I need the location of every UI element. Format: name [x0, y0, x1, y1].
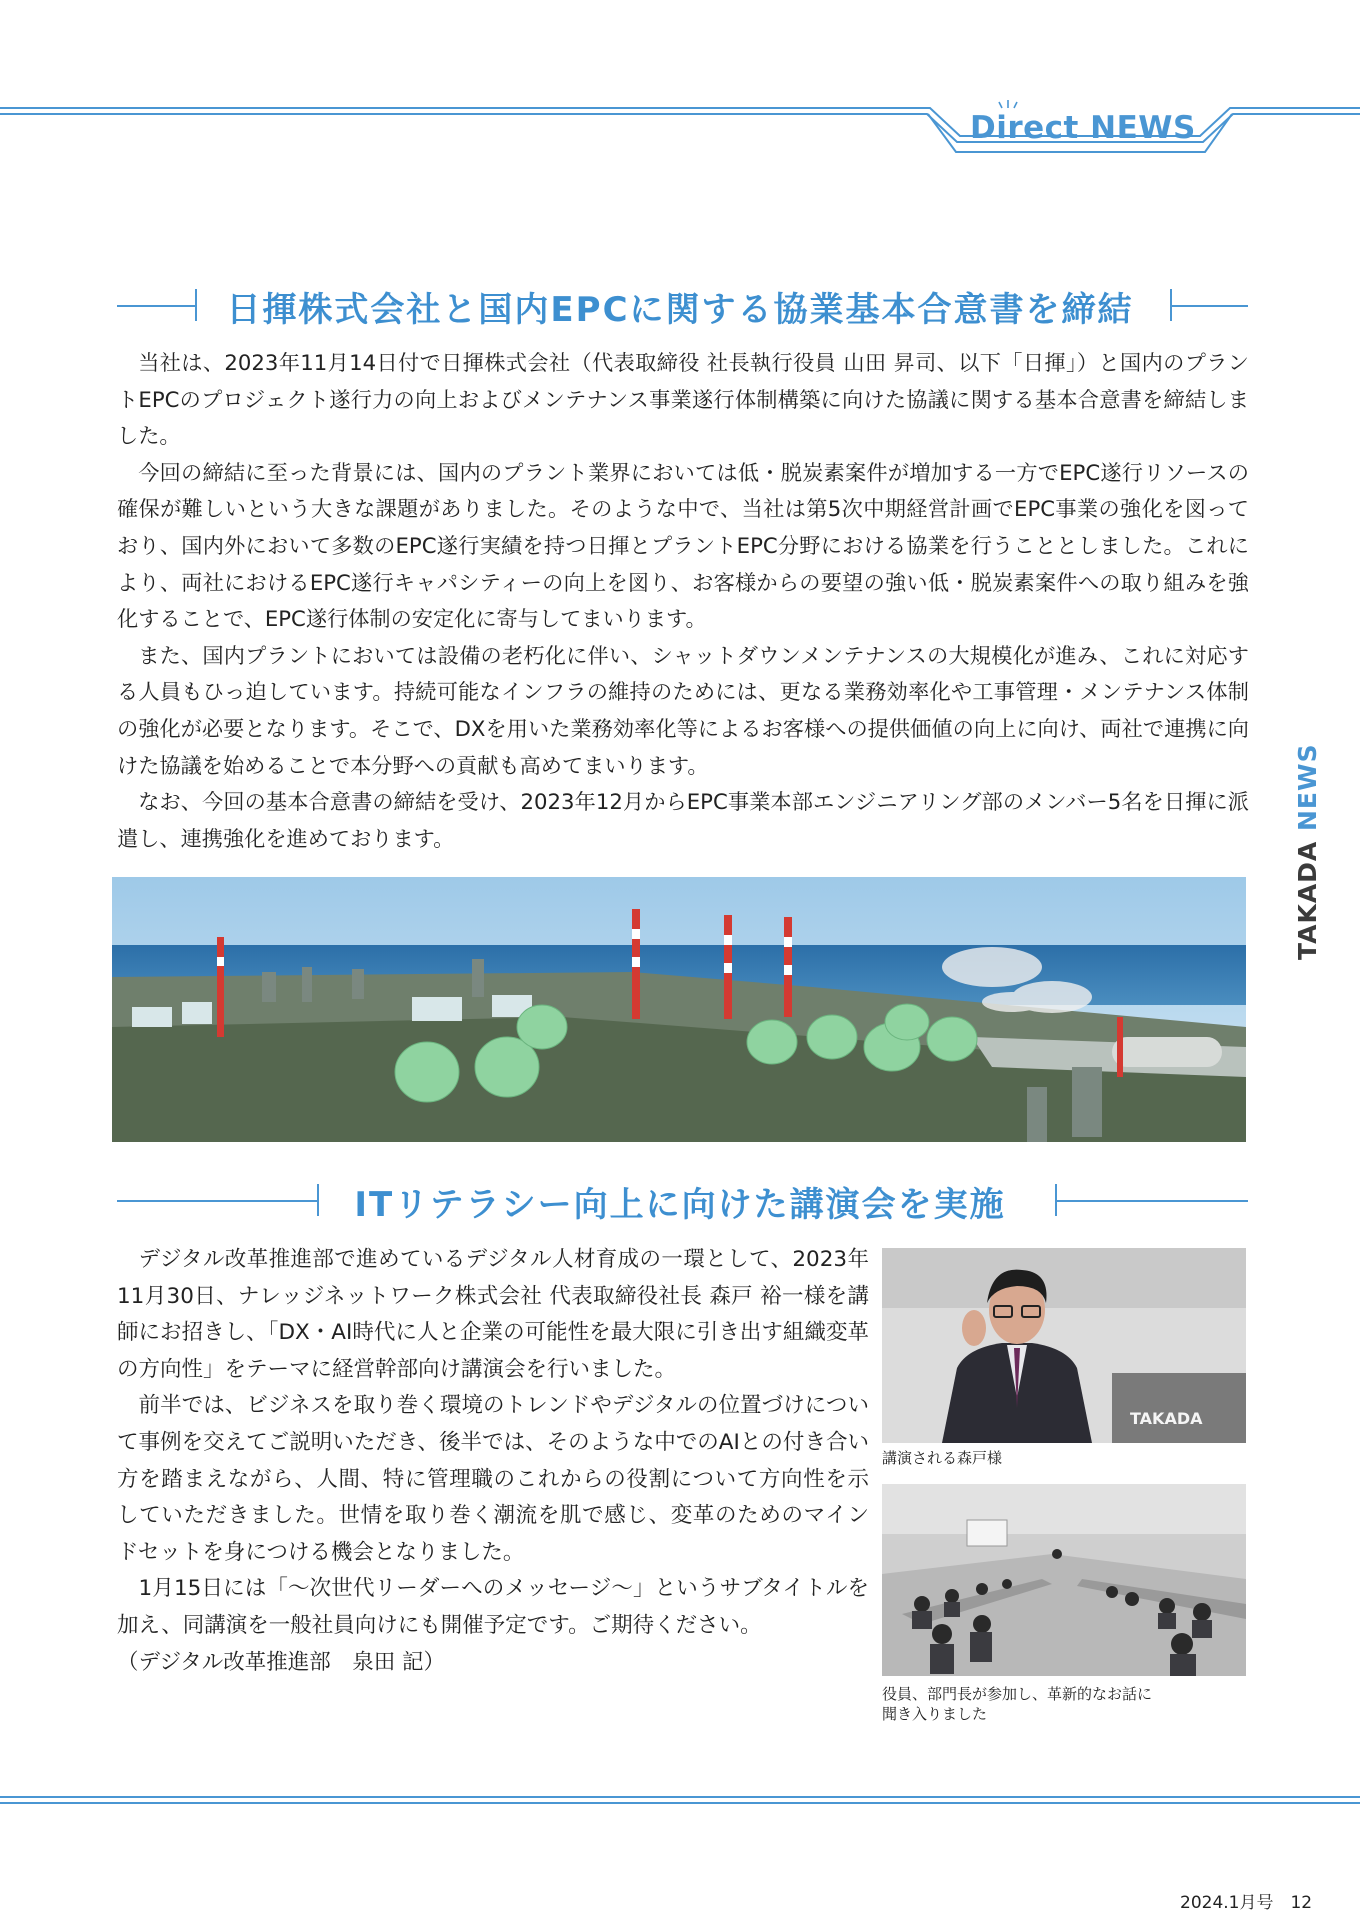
article1-paragraph: 今回の締結に至った背景には、国内のプラント業界においては低・脱炭素案件が増加する一方でEPC遂行リソースの確保が難しいという大きな課題がありました。そのような中で、当社は第5次中期経営計画でEPC事業の強化を図っており、国内外において多数のEPC遂行実績を持つ日揮とプラントEPC分野における協業を行うこととしました。これにより、両社におけるEPC遂行キャパシティーの向上を図り、お客様からの要望の強い低・脱炭素案件への取り組みを強化することで、EPC遂行体制の安定化に寄与してまいります。	[117, 459, 1249, 632]
article2-title: ITリテラシー向上に向けた講演会を実施	[354, 1185, 1006, 1225]
meeting-photo-caption	[882, 1684, 1242, 1724]
tab-label-news: NEWS	[1090, 110, 1196, 146]
footer-rule	[0, 1796, 1360, 1798]
speaker-photo-caption: 講演される森戸様	[882, 1449, 1003, 1467]
article1-paragraph: なお、今回の基本合意書の締結を受け、2023年12月からEPC事業本部エンジニアリング部のメンバー5名を日揮に派遣し、連携強化を進めております。	[117, 789, 1249, 851]
title-rule-right	[1055, 1200, 1248, 1202]
plant-photo	[112, 877, 1246, 1142]
article2-signature: （デジタル改革推進部 泉田 記）	[117, 1649, 446, 1675]
direct-news-tab	[970, 110, 1200, 150]
side-label	[1293, 660, 1333, 960]
article2-paragraph: デジタル改革推進部で進めているデジタル人材育成の一環として、2023年11月30日、ナレッジネットワーク株式会社 代表取締役社長 森戸 裕一様を講師にお招きし、「DX・AI時代に人と企業の可能性を最大限に引き出す組織変革の方向性」をテーマに経営幹部向け講演会を行いました。	[117, 1247, 869, 1382]
article1-body	[117, 345, 1249, 857]
article2-paragraph: 1月15日には「～次世代リーダーへのメッセージ～」というサブタイトルを加え、同講演を一般社員向けにも開催予定です。ご期待ください。	[117, 1576, 869, 1638]
caption-line: 聞き入りました	[882, 1705, 988, 1723]
page-number: 2024.1月号 12	[1180, 1893, 1313, 1913]
podium-logo: TAKADA	[1130, 1409, 1203, 1428]
side-label-takada: TAKADA	[1293, 840, 1322, 960]
article1-paragraph: 当社は、2023年11月14日付で日揮株式会社（代表取締役 社長執行役員 山田 昇司、以下「日揮」）と国内のプラントEPCのプロジェクト遂行力の向上およびメンテナンス事業遂行体制構築に向けた協議に関する基本合意書を締結しました。	[117, 350, 1249, 449]
caption-line: 役員、部門長が参加し、革新的なお話に	[882, 1685, 1153, 1703]
meeting-photo	[882, 1484, 1246, 1676]
article1-title: 日揮株式会社と国内EPCに関する協業基本合意書を締結	[226, 290, 1134, 330]
article2-body	[117, 1242, 869, 1681]
title-rule-right	[1170, 305, 1248, 307]
tab-label-direct: Direct	[970, 110, 1079, 146]
side-label-news: NEWS	[1293, 743, 1322, 831]
article1-paragraph: また、国内プラントにおいては設備の老朽化に伴い、シャットダウンメンテナンスの大規模化が進み、これに対応する人員もひっ迫しています。持続可能なインフラの維持のためには、更なる業務効率化や工事管理・メンテナンス体制の強化が必要となります。そこで、DXを用いた業務効率化等によるお客様への提供価値の向上に向け、両社で連携に向けた協議を始めることで本分野への貢献も高めてまいります。	[117, 642, 1249, 778]
speaker-photo	[882, 1248, 1246, 1443]
spark-icon	[998, 96, 1018, 110]
article2-paragraph: 前半では、ビジネスを取り巻く環境のトレンドやデジタルの位置づけについて事例を交えてご説明いただき、後半では、そのような中でのAIとの付き合い方を踏まえながら、人間、特に管理職のこれからの役割について方向性を示していただきました。世情を取り巻く潮流を肌で感じ、変革のためのマインドセットを身につける機会となりました。	[117, 1393, 869, 1565]
footer-rule	[0, 1802, 1360, 1804]
